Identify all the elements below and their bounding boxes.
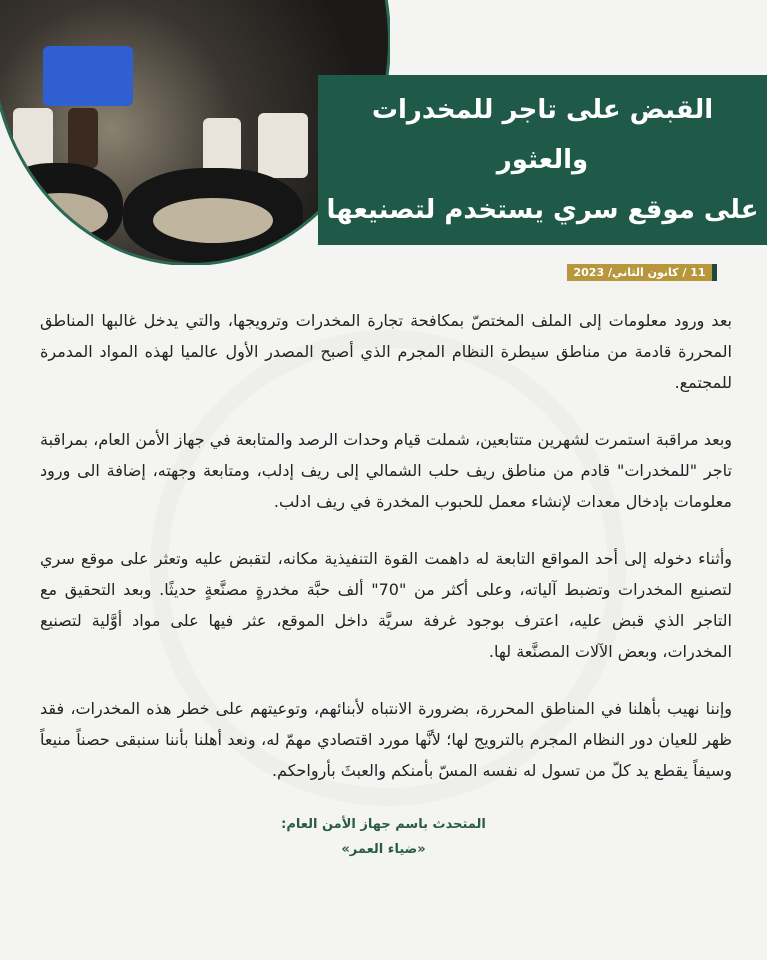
- title-line-1: القبض على تاجر للمخدرات والعثور: [371, 95, 714, 175]
- date-badge: 11 / كانون الثاني/ 2023: [567, 264, 717, 281]
- title-line-2: على موقع سري يستخدم لتصنيعها: [326, 195, 759, 225]
- paragraph: وأثناء دخوله إلى أحد المواقع التابعة له داهمت القوة التنفيذية مكانه، لتقبض عليه وتعثر على موقع سري لتصنيع المخدرات وتضبط آلياته، وعلى أكثر من "70" ألف حبَّة مخدرةٍ مصنَّعةٍ حديثًا. وبعد التحقيق مع التاجر الذي قبض عليه، اعترف بوجود غرفة سريَّة داخل الموقع، عثر فيها على مواد أوَّلية لتصنيع المخدرات، وبعض الآلات المصنَّعة لها.: [40, 549, 733, 661]
- paragraph: بعد ورود معلومات إلى الملف المختصّ بمكافحة تجارة المخدرات وترويجها، والتي يدخل غالبها المناطق المحررة قادمة من مناطق سيطرة النظام المجرم الذي أصبح المصدر الأول عالميا لهذه المواد المدمرة للمجتمع.: [40, 311, 732, 392]
- signature: [234, 812, 534, 862]
- signature-name: «ضياء العمر»: [341, 842, 426, 857]
- paragraph: وبعد مراقبة استمرت لشهرين متتابعين، شملت قيام وحدات الرصد والمتابعة في جهاز الأمن العام، بمراقبة تاجر "للمخدرات" قادم من مناطق ريف حلب الشمالي إلى ريف إدلب، ومتابعة وجهته، إضافة الى ورود معلومات بإدخال معدات لإنشاء معمل للحبوب المخدرة في ريف ادلب.: [40, 430, 732, 511]
- signature-role: المتحدث باسم جهاز الأمن العام:: [281, 817, 486, 832]
- article-body: [40, 305, 732, 786]
- title-banner: [318, 75, 767, 245]
- date-row: [0, 264, 767, 281]
- paragraph: وإننا نهيب بأهلنا في المناطق المحررة، بضرورة الانتباه لأبنائهم، وتوعيتهم على خطر هذه المخدرات، فقد ظهر للعيان دور النظام المجرم بالترويج لها؛ لأنَّها مورد اقتصادي مهمّ له، ونعد أهلنا بأننا سنبقى حصناً منيعاً وسيفاً يقطع يد كلّ من تسول له نفسه المسّ بأمنكم والعبثَ بأرواحكم.: [40, 699, 732, 780]
